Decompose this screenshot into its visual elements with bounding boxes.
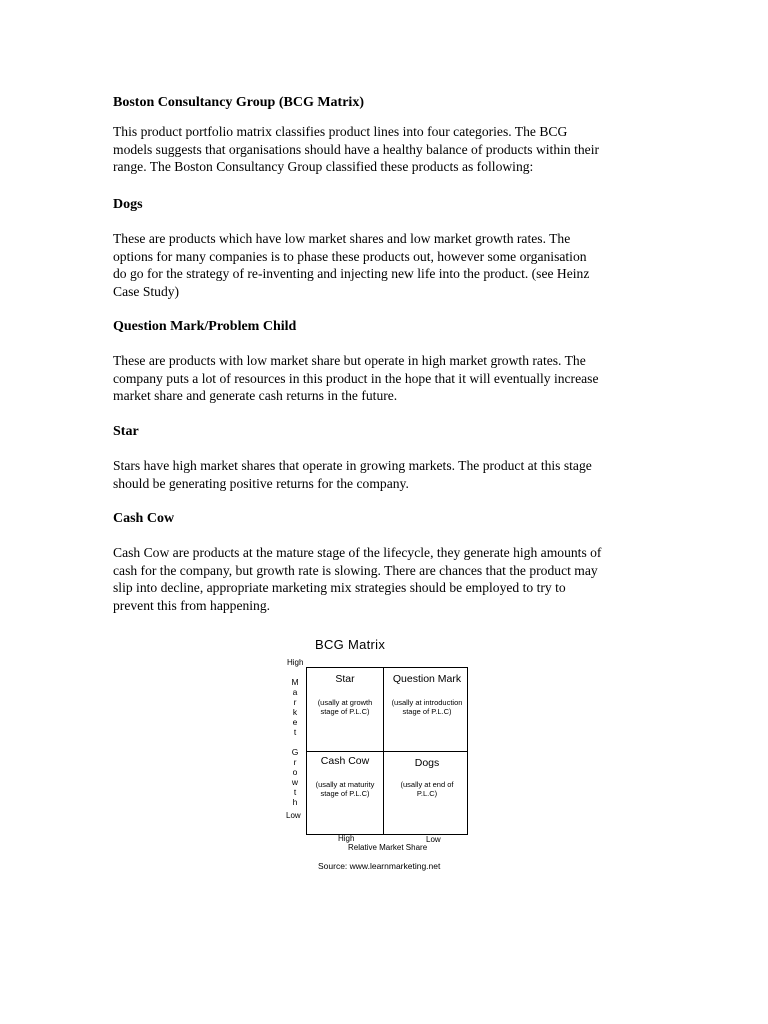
- y-axis-letter: G: [291, 747, 299, 757]
- paragraph-line: options for many companies is to phase these products out, however some organisation: [113, 248, 587, 264]
- bcg-matrix-figure: [280, 635, 480, 880]
- y-axis-letter: t: [293, 727, 297, 737]
- intro-line: models suggests that organisations should have a healthy balance of products within their: [113, 141, 600, 157]
- y-axis-high-label: High: [287, 658, 304, 667]
- y-axis-letter: w: [291, 777, 299, 787]
- x-axis-label: Relative Market Share: [348, 843, 428, 852]
- y-axis-letter: r: [293, 757, 297, 767]
- cell-name: Cash Cow: [320, 755, 370, 767]
- y-axis-letter: h: [292, 797, 298, 807]
- paragraph-line: company puts a lot of resources in this product in the hope that it will eventually increase: [113, 370, 599, 386]
- cell-name: Question Mark: [392, 673, 462, 685]
- y-axis-low-label: Low: [286, 811, 301, 820]
- intro-line: range. The Boston Consultancy Group classified these products as following:: [113, 159, 534, 174]
- y-axis-gap: [291, 737, 299, 747]
- y-axis-letter: t: [293, 787, 297, 797]
- paragraph-line: These are products with low market share but operate in high market growth rates. The: [113, 353, 586, 368]
- y-axis-letter: a: [292, 687, 298, 697]
- grid-divider-horizontal: [307, 751, 467, 752]
- paragraph-line: prevent this from happening.: [113, 597, 271, 613]
- cell-note: [313, 698, 377, 716]
- section-paragraph-cash-cow: [113, 544, 601, 614]
- cell-cash-cow: [310, 755, 380, 798]
- cell-name: Dogs: [414, 757, 440, 769]
- y-axis-label: [291, 677, 299, 807]
- section-paragraph-question-mark: [113, 352, 598, 405]
- cell-note-line: (usally at introduction: [391, 698, 463, 707]
- section-heading-star: Star: [113, 424, 139, 439]
- paragraph-line: do go for the strategy of re-inventing and injecting new life into the product. (see Heinz: [113, 266, 590, 281]
- cell-note-line: (usally at end of: [400, 780, 454, 789]
- cell-note: [387, 780, 467, 798]
- figure-source: Source: www.learnmarketing.net: [318, 861, 441, 871]
- y-axis-letter: M: [291, 677, 299, 687]
- section-paragraph-dogs: [113, 230, 589, 300]
- intro-line: This product portfolio matrix classifies product lines into four categories. The BCG: [113, 124, 568, 139]
- cell-note-line: stage of P.L.C): [320, 789, 370, 798]
- y-axis-letter: o: [292, 767, 298, 777]
- paragraph-line: Case Study): [113, 283, 180, 299]
- cell-question-mark: [387, 673, 467, 716]
- cell-name: Star: [335, 673, 355, 685]
- intro-paragraph: [113, 123, 599, 176]
- paragraph-line: Cash Cow are products at the mature stage of the lifecycle, they generate high amounts of: [113, 545, 602, 560]
- section-heading-cash-cow: Cash Cow: [113, 511, 175, 526]
- cell-note: [310, 780, 380, 798]
- cell-note: [387, 698, 467, 716]
- cell-note-line: (usally at growth: [317, 698, 373, 707]
- paragraph-line: should be generating positive returns for the company.: [113, 475, 409, 491]
- document-title: Boston Consultancy Group (BCG Matrix): [113, 95, 364, 110]
- section-heading-dogs: Dogs: [113, 197, 143, 212]
- figure-title: BCG Matrix: [315, 637, 386, 652]
- cell-dogs: [387, 757, 467, 798]
- paragraph-line: slip into decline, appropriate marketing mix strategies should be employed to try to: [113, 580, 566, 595]
- cell-star: [313, 673, 377, 716]
- section-heading-question-mark: Question Mark/Problem Child: [113, 319, 297, 334]
- cell-note-line: stage of P.L.C): [402, 707, 452, 716]
- cell-note-line: P.L.C): [416, 789, 438, 798]
- paragraph-line: Stars have high market shares that operate in growing markets. The product at this stage: [113, 458, 592, 473]
- cell-note-line: stage of P.L.C): [320, 707, 370, 716]
- x-axis-high-label: High: [338, 834, 355, 843]
- y-axis-letter: e: [292, 717, 298, 727]
- matrix-grid: [306, 667, 468, 835]
- y-axis-letter: k: [292, 707, 298, 717]
- paragraph-line: These are products which have low market shares and low market growth rates. The: [113, 231, 571, 246]
- paragraph-line: market share and generate cash returns in the future.: [113, 388, 398, 403]
- cell-note-line: (usally at maturity: [315, 780, 375, 789]
- y-axis-letter: r: [293, 697, 297, 707]
- paragraph-line: cash for the company, but growth rate is slowing. There are chances that the product may: [113, 562, 598, 578]
- x-axis-low-label: Low: [426, 835, 441, 844]
- section-paragraph-star: [113, 457, 592, 492]
